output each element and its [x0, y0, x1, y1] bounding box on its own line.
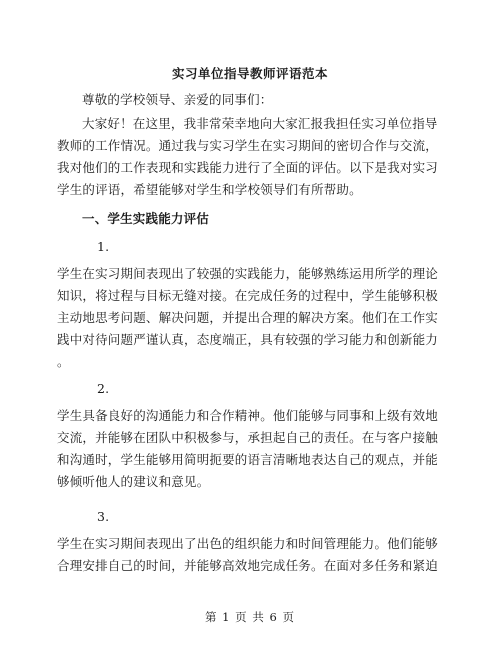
paragraph-line: 学生具备良好的沟通能力和合作精神。他们能够与同事和上级有效地 — [57, 408, 439, 423]
section-heading: 一、学生实践能力评估 — [82, 211, 210, 226]
paragraph-line: 交流，并能够在团队中积极参与，承担起自己的责任。在与客户接触 — [57, 430, 439, 445]
intro-line: 学生的评语，希望能够对学生和学校领导们有所帮助。 — [57, 182, 362, 197]
paragraph-line: 合理安排自己的时间，并能够高效地完成任务。在面对多任务和紧迫 — [57, 558, 439, 573]
paragraph-line: 够倾听他人的建议和意见。 — [57, 474, 210, 489]
item-number: 3. — [97, 509, 110, 524]
page-footer: 第 1 页 共 6 页 — [205, 610, 295, 624]
paragraph-line: 学生在实习期间表现出了较强的实践能力，能够熟练运用所学的理论 — [57, 266, 439, 281]
item-number: 1. — [97, 239, 110, 254]
paragraph-line: 。 — [57, 354, 70, 369]
document-title: 实习单位指导教师评语范本 — [171, 66, 328, 81]
item-number: 2. — [97, 381, 110, 396]
paragraph-line: 学生在实习期间表现出了出色的组织能力和时间管理能力。他们能够 — [57, 536, 439, 551]
intro-line: 大家好！在这里，我非常荣幸地向大家汇报我担任实习单位指导 — [82, 116, 438, 131]
salutation: 尊敬的学校领导、亲爱的同事们： — [82, 92, 273, 107]
paragraph-line: 知识，将过程与目标无缝对接。在完成任务的过程中，学生能够积极 — [57, 288, 439, 303]
intro-line: 我对他们的工作表现和实践能力进行了全面的评估。以下是我对实习 — [57, 160, 439, 175]
paragraph-line: 主动地思考问题、解决问题，并提出合理的解决方案。他们在工作实 — [57, 310, 439, 325]
paragraph-line: 践中对待问题严谨认真，态度端正，具有较强的学习能力和创新能力 — [57, 332, 439, 347]
intro-line: 教师的工作情况。通过我与实习学生在实习期间的密切合作与交流， — [57, 138, 439, 153]
paragraph-line: 和沟通时，学生能够用简明扼要的语言清晰地表达自己的观点，并能 — [57, 452, 439, 467]
